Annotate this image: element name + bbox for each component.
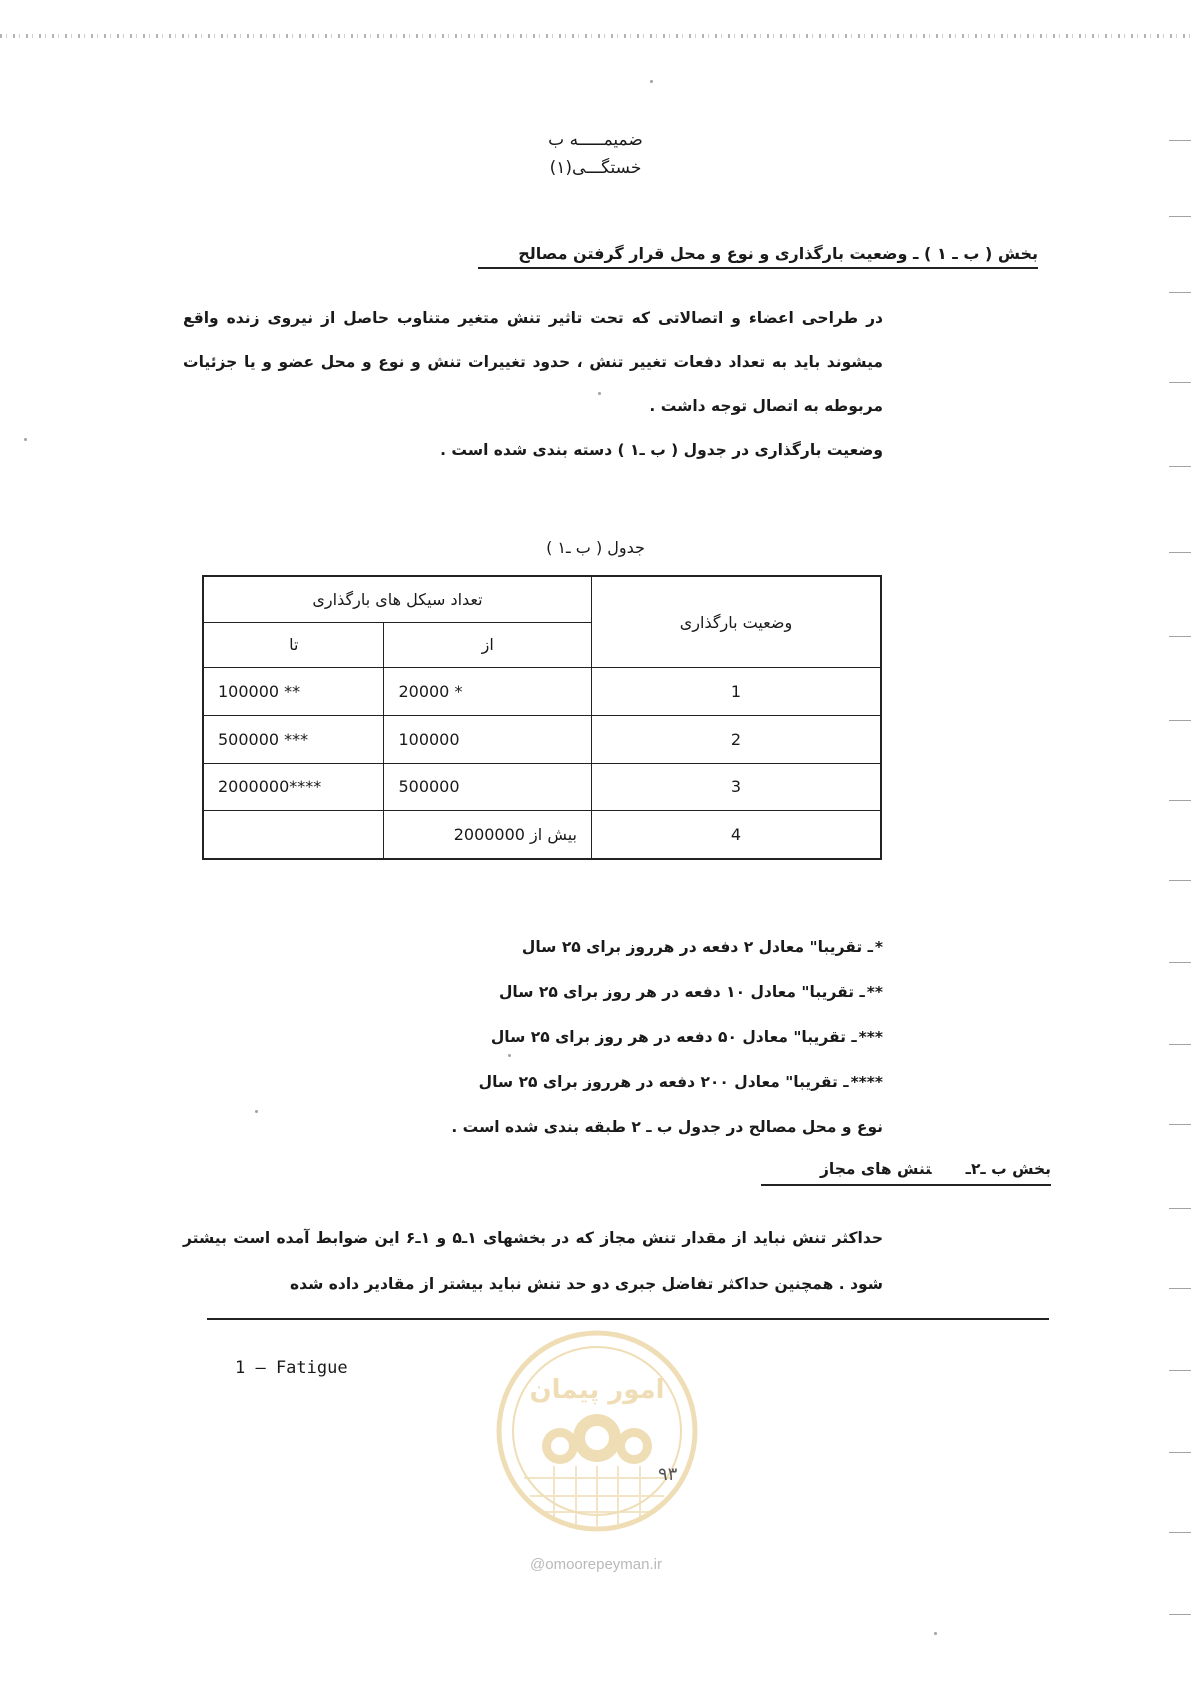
- footnote-item: [183, 1060, 883, 1105]
- footnote-item: [183, 1015, 883, 1060]
- cell-status: 2: [592, 715, 882, 763]
- watermark-stamp-icon: [494, 1328, 700, 1534]
- cell-from: 100000: [384, 715, 592, 763]
- table-row: [203, 811, 881, 859]
- col-from-header: از: [384, 622, 592, 668]
- section1-table-ref: وضعیت بارگذاری در جدول ( ب ـ۱ ) دسته بندی شده است .: [440, 441, 883, 459]
- footnote-item: [183, 925, 883, 970]
- table-caption: جدول ( ب ـ۱ ): [546, 538, 645, 557]
- footnote-mark: *: [874, 938, 883, 956]
- cell-status: 4: [592, 811, 882, 859]
- table-row: [203, 715, 881, 763]
- cell-status: 1: [592, 668, 882, 716]
- col-cycles-header: تعداد سیکل های بارگذاری: [203, 576, 592, 622]
- footnote-mark: ****: [850, 1073, 883, 1091]
- cell-to: 100000 **: [203, 668, 384, 716]
- footnote-mark: **: [866, 983, 883, 1001]
- watermark-url: @omoorepeyman.ir: [530, 1556, 662, 1573]
- section1-heading: بخش ( ب ـ ۱ ) ـ وضعیت بارگذاری و نوع و محل قرار گرفتن مصالح: [478, 244, 1038, 269]
- footnote-item: [183, 970, 883, 1015]
- section2-label: بخش ب ـ۲ـ: [965, 1160, 1051, 1178]
- footnote-divider: [207, 1318, 1049, 1320]
- loading-cycles-table: [202, 575, 882, 860]
- col-to-header: تا: [203, 622, 384, 668]
- annex-subtitle: خستگـــی(۱): [549, 158, 642, 178]
- table-row: [203, 763, 881, 811]
- scan-speck: [24, 438, 27, 441]
- cell-to: [203, 811, 384, 859]
- stamp-text: امور پیمان: [529, 1375, 665, 1405]
- classification-note: نوع و محل مصالح در جدول ب ـ ۲ طبقه بندی شده است .: [451, 1118, 883, 1136]
- cell-status: 3: [592, 763, 882, 811]
- footnotes-list: [183, 925, 883, 1150]
- cell-to: 2000000****: [203, 763, 384, 811]
- page-number: ۹۳: [658, 1464, 678, 1485]
- cell-to: 500000 ***: [203, 715, 384, 763]
- section2-title: تنش های مجاز: [819, 1160, 932, 1178]
- footnote-fatigue: 1 — Fatigue: [235, 1358, 348, 1378]
- section1-text: در طراحی اعضاء و اتصالاتی که تحت تاثیر تنش متغیر متناوب حاصل از نیروی زنده واقع میشوند باید به تعداد دفعات تغییر تنش ، حدود تغییرات تنش و نوع و محل عضو و یا جزئیات مربوطه به اتصال توجه داشت .: [183, 309, 883, 415]
- table-row: [203, 668, 881, 716]
- scan-edge-noise: [0, 34, 1191, 38]
- cell-from: بیش از 2000000: [384, 811, 592, 859]
- footnote-text: ـ تقریبا" معادل ۱۰ دفعه در هر روز برای ۲۵ سال: [498, 983, 865, 1001]
- annex-title: ضمیمـــــه ب: [548, 130, 643, 150]
- section2-heading: [761, 1160, 1051, 1186]
- footnote-text: ـ تقریبا" معادل ۲۰۰ دفعه در هرروز برای ۲۵ سال: [478, 1073, 849, 1091]
- right-margin-ticks: [1151, 0, 1191, 1684]
- annex-header: [0, 125, 1191, 183]
- cell-from: 20000 *: [384, 668, 592, 716]
- footnote-text: ـ تقریبا" معادل ۵۰ دفعه در هر روز برای ۲۵ سال: [490, 1028, 857, 1046]
- section2-paragraph: حداکثر تنش نباید از مقدار تنش مجاز که در بخشهای ۱ـ۵ و ۱ـ۶ این ضوابط آمده است بیشتر شود . همچنین حداکثر تفاضل جبری دو حد تنش نباید بیشتر از مقادیر داده شده: [183, 1229, 883, 1293]
- footnote-mark: ***: [858, 1028, 883, 1046]
- scan-speck: [934, 1632, 937, 1635]
- cell-from: 500000: [384, 763, 592, 811]
- section1-paragraph: [183, 296, 883, 472]
- col-status-header: وضعیت بارگذاری: [592, 576, 882, 668]
- scan-speck: [650, 80, 653, 83]
- footnote-text: ـ تقریبا" معادل ۲ دفعه در هرروز برای ۲۵ سال: [521, 938, 873, 956]
